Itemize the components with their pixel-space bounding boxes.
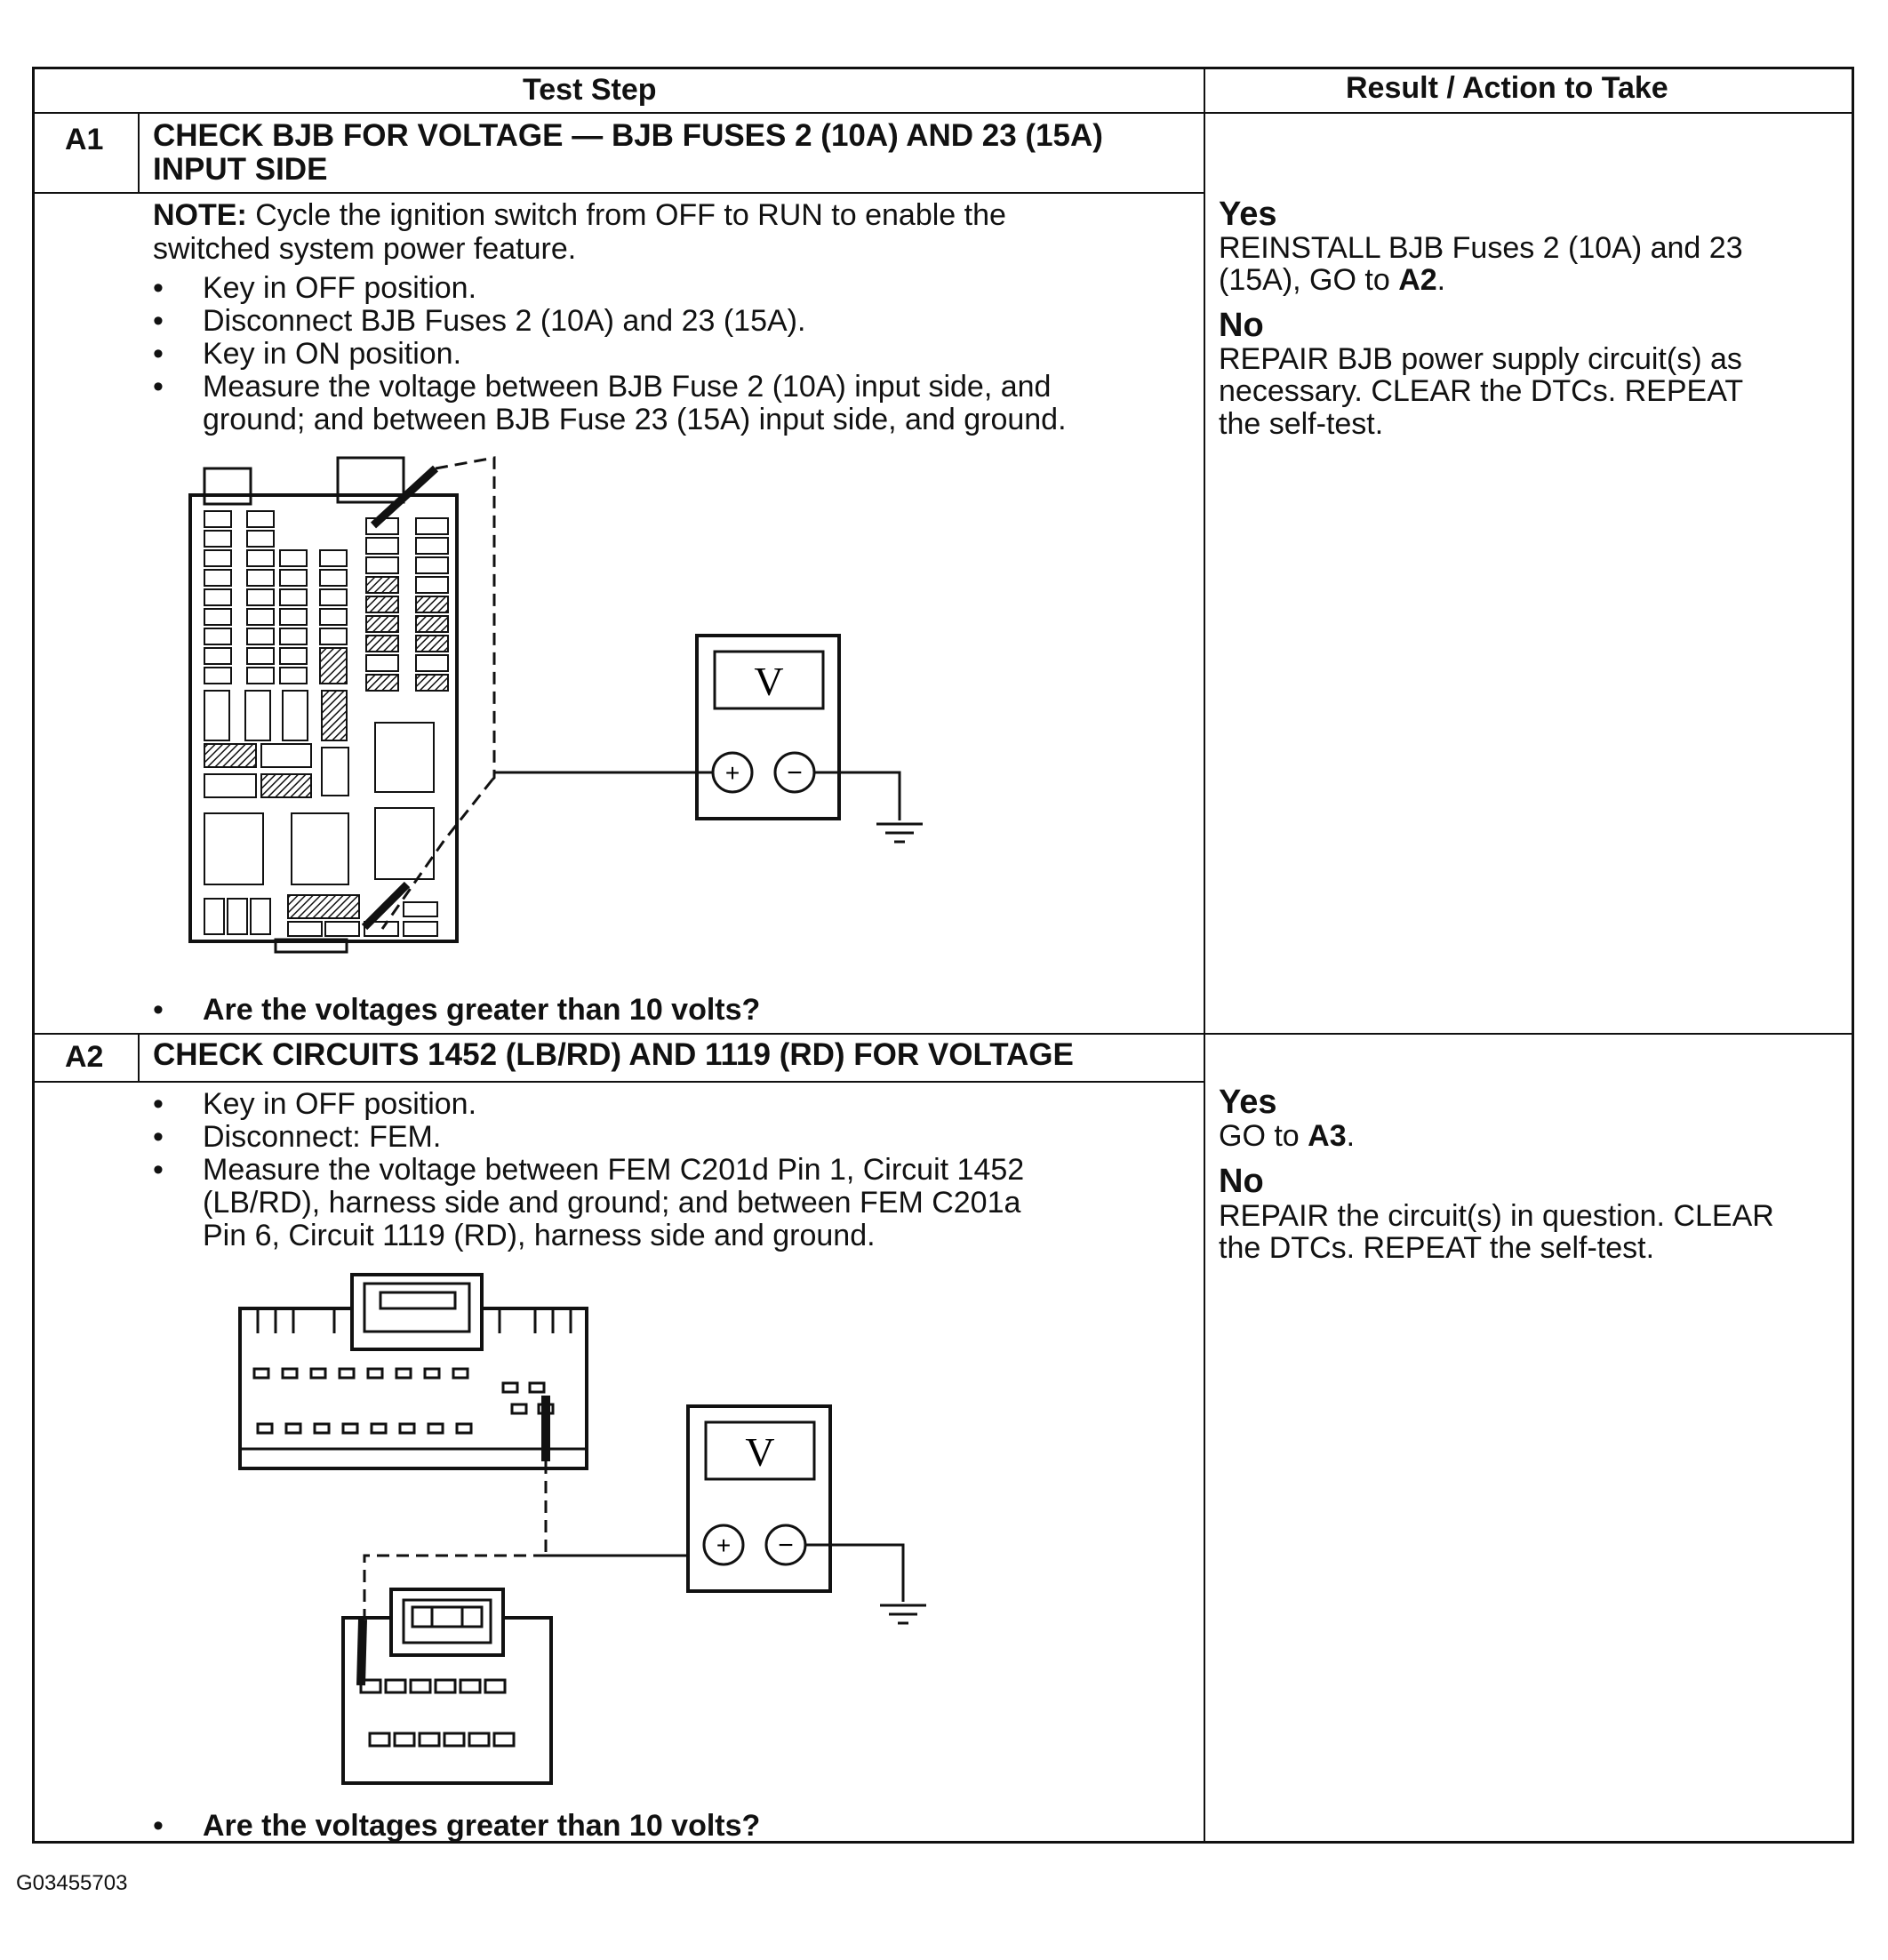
minus-terminal: − xyxy=(787,758,803,788)
note-a1 xyxy=(153,199,1006,232)
goto-step-a3: A3 xyxy=(1308,1119,1347,1153)
bullet-text: Disconnect BJB Fuses 2 (10A) and 23 (15A). xyxy=(203,304,806,338)
a1-yes-label: Yes xyxy=(1219,196,1277,233)
header-test-step: Test Step xyxy=(523,73,657,107)
meter-v-symbol: V xyxy=(754,659,784,704)
yes-text-end: . xyxy=(1346,1119,1356,1153)
bullet-dot: • xyxy=(153,271,164,305)
bjb-fuse-box-diagram xyxy=(178,449,960,964)
note-text-line1: Cycle the ignition switch from OFF to RUN to enable the xyxy=(246,198,1006,232)
meter-v-symbol: V xyxy=(745,1429,775,1475)
a2-no-label: No xyxy=(1219,1163,1264,1200)
bullet-text: Key in OFF position. xyxy=(203,271,477,305)
bullet-dot: • xyxy=(153,1087,164,1121)
step-title-a2: CHECK CIRCUITS 1452 (LB/RD) AND 1119 (RD) FOR VOLTAGE xyxy=(153,1037,1074,1072)
bullet-dot: • xyxy=(153,370,164,404)
a2-no-line2: the DTCs. REPEAT the self-test. xyxy=(1219,1231,1655,1265)
column-divider xyxy=(1204,67,1205,1844)
a1-no-line1: REPAIR BJB power supply circuit(s) as xyxy=(1219,342,1742,376)
a2-yes-label: Yes xyxy=(1219,1084,1277,1121)
bullet-text: Key in ON position. xyxy=(203,337,462,371)
a1-title-divider xyxy=(32,192,1204,194)
note-label: NOTE: xyxy=(153,198,247,232)
bullet-dot: • xyxy=(153,304,164,338)
a1-bullet-4-line2: ground; and between BJB Fuse 23 (15A) input side, and ground. xyxy=(203,403,1067,436)
question-text: Are the voltages greater than 10 volts? xyxy=(203,993,761,1027)
a1-yes-line2 xyxy=(1219,264,1445,296)
bullet-text: Key in OFF position. xyxy=(203,1087,477,1121)
step-id-a2: A2 xyxy=(65,1040,104,1074)
step-divider xyxy=(32,1033,1854,1035)
a2-bullet-3-line2: (LB/RD), harness side and ground; and between FEM C201a xyxy=(203,1186,1021,1220)
a1-no-line2: necessary. CLEAR the DTCs. REPEAT xyxy=(1219,374,1744,408)
bullet-dot: • xyxy=(153,1809,164,1843)
header-row-divider xyxy=(32,112,1854,114)
bullet-dot: • xyxy=(153,1153,164,1187)
question-text: Are the voltages greater than 10 volts? xyxy=(203,1809,761,1843)
step-title-a1: CHECK BJB FOR VOLTAGE — BJB FUSES 2 (10A) AND 23 (15A) INPUT SIDE xyxy=(153,118,1103,187)
a2-id-divider xyxy=(138,1033,140,1082)
bullet-dot: • xyxy=(153,337,164,371)
step-id-a1: A1 xyxy=(65,123,104,156)
bullet-text: Disconnect: FEM. xyxy=(203,1120,442,1154)
a1-yes-line1: REINSTALL BJB Fuses 2 (10A) and 23 xyxy=(1219,231,1743,265)
bullet-dot: • xyxy=(153,993,164,1027)
bullet-dot: • xyxy=(153,1120,164,1154)
minus-terminal: − xyxy=(778,1531,794,1560)
a1-id-divider xyxy=(138,112,140,193)
a2-bullet-3-line3: Pin 6, Circuit 1119 (RD), harness side and ground. xyxy=(203,1219,876,1252)
a2-title-divider xyxy=(32,1081,1204,1083)
yes-text: GO to xyxy=(1219,1119,1308,1153)
bullet-text: Measure the voltage between BJB Fuse 2 (10A) input side, and xyxy=(203,370,1052,404)
a2-no-line1: REPAIR the circuit(s) in question. CLEAR xyxy=(1219,1199,1774,1233)
figure-code: G03455703 xyxy=(16,1871,128,1895)
header-result-action: Result / Action to Take xyxy=(1346,71,1668,105)
plus-terminal: + xyxy=(724,759,740,787)
yes-text: (15A), GO to xyxy=(1219,263,1399,297)
yes-text-end: . xyxy=(1436,263,1446,297)
note-a1-line2: switched system power feature. xyxy=(153,232,577,266)
goto-step-a2: A2 xyxy=(1398,263,1437,297)
a2-yes-line1 xyxy=(1219,1120,1355,1152)
bullet-text: Measure the voltage between FEM C201d Pin 1, Circuit 1452 xyxy=(203,1153,1025,1187)
fem-connector-diagram xyxy=(222,1262,951,1804)
a1-no-label: No xyxy=(1219,307,1264,344)
plus-terminal: + xyxy=(716,1532,732,1559)
a1-no-line3: the self-test. xyxy=(1219,407,1384,441)
